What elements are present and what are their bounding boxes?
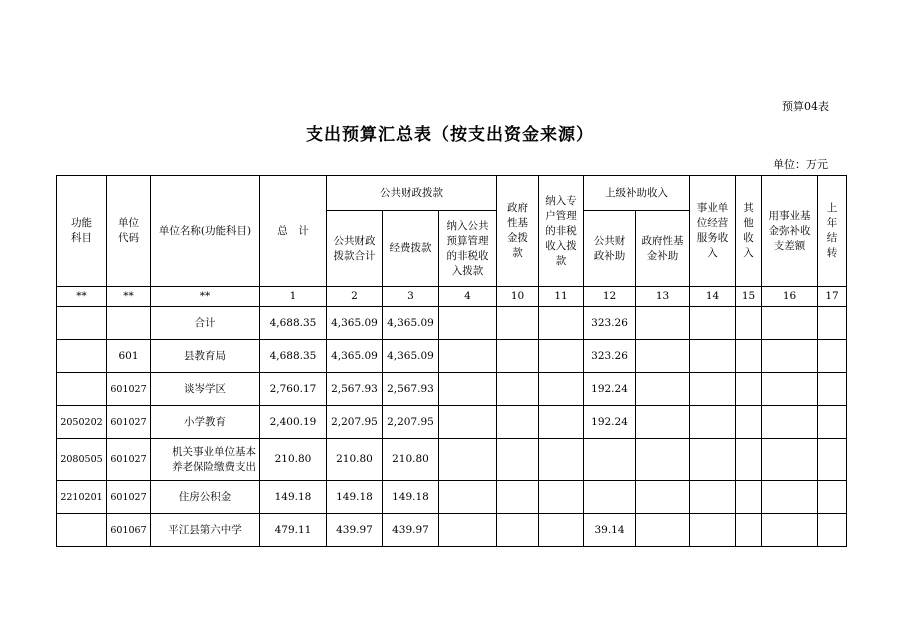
table-row — [57, 406, 847, 439]
unit-code-cell: 601 — [107, 340, 151, 373]
unit-code-cell: 601027 — [107, 406, 151, 439]
expense-cell: 210.80 — [383, 439, 439, 481]
upper-public-cell: 192.24 — [584, 373, 636, 406]
unit-code-cell: 601067 — [107, 514, 151, 547]
col-fund-gap: 用事业基金弥补收支差额 — [762, 176, 818, 287]
col-upper-public: 公共财政补助 — [584, 211, 636, 287]
func-subject-cell: 2210201 — [57, 481, 107, 514]
index-cell: 17 — [818, 287, 847, 307]
total-cell: 4,688.35 — [260, 307, 327, 340]
func-subject-cell: 2080505 — [57, 439, 107, 481]
page-title: 支出预算汇总表（按支出资金来源） — [306, 125, 594, 145]
col-carryover: 上年结转 — [818, 176, 847, 287]
expense-cell: 4,365.09 — [383, 307, 439, 340]
upper-public-cell: 39.14 — [584, 514, 636, 547]
total-cell: 479.11 — [260, 514, 327, 547]
table-row — [57, 514, 847, 547]
form-number: 预算04表 — [782, 100, 829, 113]
func-subject-cell — [57, 340, 107, 373]
index-cell: 3 — [383, 287, 439, 307]
col-total: 总 计 — [260, 176, 327, 287]
index-cell: ** — [151, 287, 260, 307]
col-upper-gov-fund: 政府性基金补助 — [636, 211, 690, 287]
total-cell: 2,400.19 — [260, 406, 327, 439]
budget-table — [56, 175, 847, 547]
index-row — [57, 287, 847, 307]
unit-name-cell: 住房公积金 — [151, 481, 260, 514]
col-special-nontax: 纳入专户管理的非税收入拨款 — [539, 176, 584, 287]
index-cell: 1 — [260, 287, 327, 307]
table-row — [57, 307, 847, 340]
func-subject-cell — [57, 514, 107, 547]
unit-label: 单位：万元 — [773, 158, 828, 171]
header-row-1 — [57, 176, 847, 211]
pf-total-cell: 2,207.95 — [327, 406, 383, 439]
expense-cell: 2,207.95 — [383, 406, 439, 439]
pf-total-cell: 2,567.93 — [327, 373, 383, 406]
expense-cell: 439.97 — [383, 514, 439, 547]
table-row — [57, 439, 847, 481]
func-subject-cell: 2050202 — [57, 406, 107, 439]
index-cell: 11 — [539, 287, 584, 307]
index-cell: 2 — [327, 287, 383, 307]
index-cell: 4 — [439, 287, 497, 307]
func-subject-cell — [57, 307, 107, 340]
upper-public-cell — [584, 439, 636, 481]
pf-total-cell: 439.97 — [327, 514, 383, 547]
pf-total-cell: 149.18 — [327, 481, 383, 514]
index-cell: 10 — [497, 287, 539, 307]
unit-name-cell: 小学教育 — [151, 406, 260, 439]
col-func-subject: 功能科目 — [57, 176, 107, 287]
unit-code-cell: 601027 — [107, 373, 151, 406]
col-other-income: 其他收入 — [736, 176, 762, 287]
expense-cell: 149.18 — [383, 481, 439, 514]
col-unit-code: 单位代码 — [107, 176, 151, 287]
unit-name-cell: 机关事业单位基本养老保险缴费支出 — [151, 439, 260, 481]
func-subject-cell — [57, 373, 107, 406]
pf-total-cell: 4,365.09 — [327, 340, 383, 373]
col-service-income: 事业单位经营服务收入 — [690, 176, 736, 287]
col-public-finance: 公共财政拨款 — [327, 176, 497, 211]
expense-cell: 4,365.09 — [383, 340, 439, 373]
index-cell: 13 — [636, 287, 690, 307]
col-unit-name: 单位名称(功能科目) — [151, 176, 260, 287]
unit-name-cell: 平江县第六中学 — [151, 514, 260, 547]
unit-code-cell: 601027 — [107, 439, 151, 481]
col-upper-subsidy: 上级补助收入 — [584, 176, 690, 211]
pf-total-cell: 210.80 — [327, 439, 383, 481]
col-gov-fund: 政府性基金拨款 — [497, 176, 539, 287]
index-cell: 12 — [584, 287, 636, 307]
unit-name-cell: 县教育局 — [151, 340, 260, 373]
index-cell: 14 — [690, 287, 736, 307]
upper-public-cell — [584, 481, 636, 514]
table-row — [57, 373, 847, 406]
upper-public-cell: 323.26 — [584, 307, 636, 340]
unit-code-cell: 601027 — [107, 481, 151, 514]
index-cell: ** — [107, 287, 151, 307]
col-pf-subtotal: 公共财政拨款合计 — [327, 211, 383, 287]
unit-code-cell — [107, 307, 151, 340]
total-cell: 4,688.35 — [260, 340, 327, 373]
col-expense-alloc: 经费拨款 — [383, 211, 439, 287]
table-row — [57, 340, 847, 373]
upper-public-cell: 192.24 — [584, 406, 636, 439]
expense-cell: 2,567.93 — [383, 373, 439, 406]
total-cell: 210.80 — [260, 439, 327, 481]
index-cell: ** — [57, 287, 107, 307]
index-cell: 15 — [736, 287, 762, 307]
total-cell: 149.18 — [260, 481, 327, 514]
unit-name-cell: 合计 — [151, 307, 260, 340]
index-cell: 16 — [762, 287, 818, 307]
total-cell: 2,760.17 — [260, 373, 327, 406]
col-nontax-budget: 纳入公共预算管理的非税收入拨款 — [439, 211, 497, 287]
upper-public-cell: 323.26 — [584, 340, 636, 373]
table-row — [57, 481, 847, 514]
unit-name-cell: 谈岑学区 — [151, 373, 260, 406]
pf-total-cell: 4,365.09 — [327, 307, 383, 340]
